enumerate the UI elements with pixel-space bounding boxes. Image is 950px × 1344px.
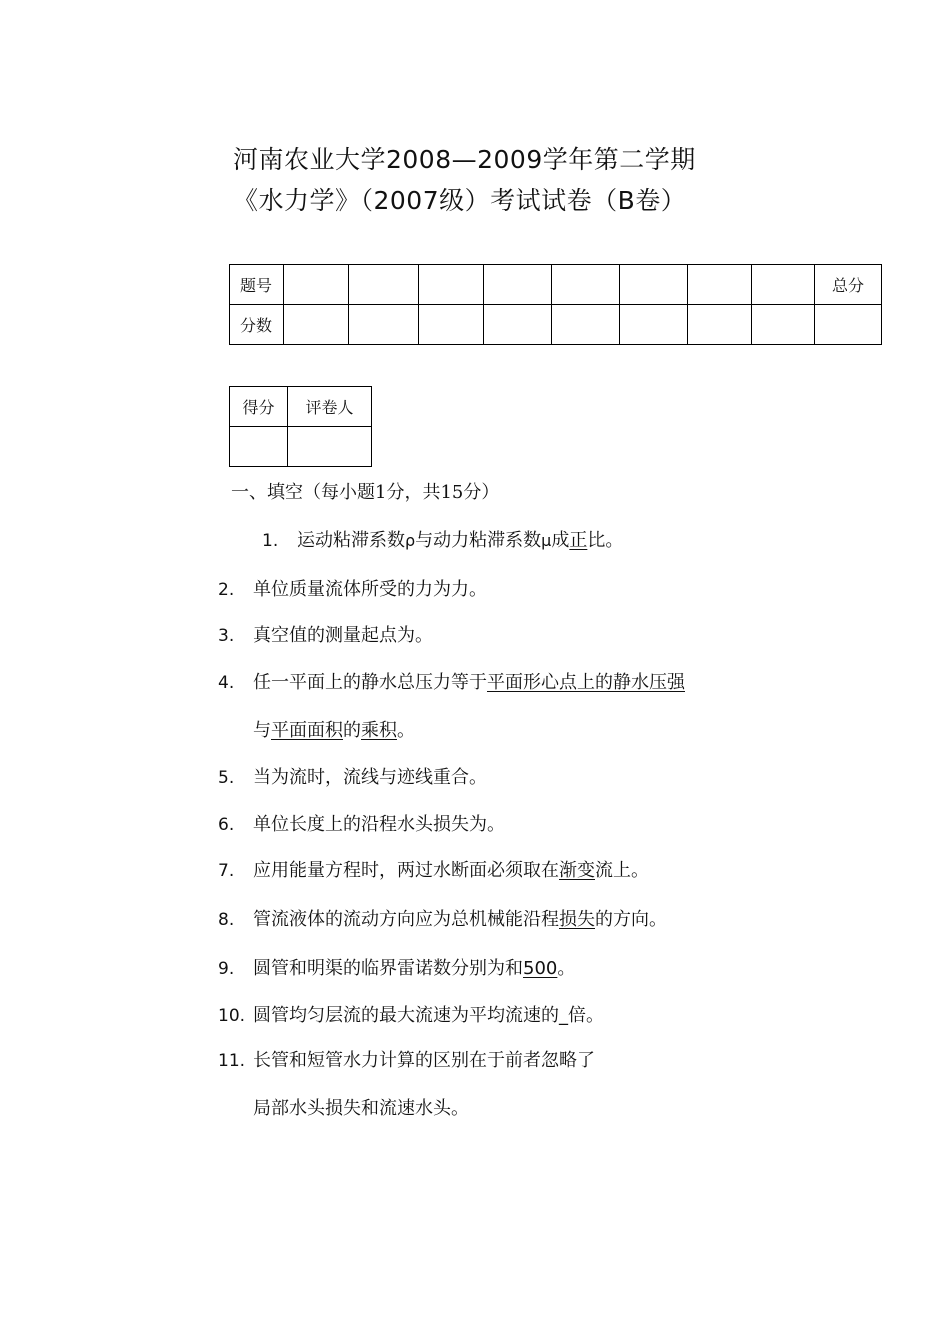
grader-table-row [230, 427, 372, 467]
score-table-label-score: 分数 [230, 305, 284, 345]
question-11-continuation: 局部水头损失和流速水头。 [253, 1098, 469, 1119]
question-text-part: 圆管和明渠的临界雷诺数分别为和 [253, 958, 523, 979]
score-table-cell [484, 305, 552, 345]
question-text-part: 与动力粘滞系数 [415, 530, 542, 551]
score-table-cell [752, 305, 815, 345]
score-table-cell [284, 305, 349, 345]
question-number: 5. [218, 768, 235, 788]
question-number: 10. [218, 1006, 246, 1026]
answer-underlined: 平面面积 [271, 720, 343, 741]
score-table-cell [284, 265, 349, 305]
score-table-cell [688, 305, 752, 345]
question-text-part: 管流液体的流动方向应为总机械能沿程 [253, 909, 559, 930]
question-number: 9. [218, 959, 235, 979]
question-text-part: 与 [253, 720, 271, 741]
question-text-part: 。 [557, 958, 576, 979]
question-text: 真空值的测量起点为。 [253, 625, 433, 646]
score-table-cell [815, 305, 882, 345]
question-number: 6. [218, 815, 235, 835]
question-text-part: 的方向。 [595, 909, 667, 930]
section-heading: 一、填空（每小题1分，共15分） [231, 482, 500, 503]
score-table-cell [552, 305, 620, 345]
answer-underlined: 乘积 [361, 720, 397, 741]
grader-table-cell [288, 427, 372, 467]
question-text-part: 任一平面上的静水总压力等于 [253, 672, 487, 693]
grader-table-cell [230, 427, 288, 467]
page-title-line2: 《水力学》（2007级）考试试卷（B卷） [233, 186, 687, 215]
grader-table [229, 386, 372, 467]
question-text-part: 比。 [587, 530, 624, 551]
answer-underlined: 正 [569, 530, 588, 551]
question-text [253, 859, 649, 883]
question-text: 圆管均匀层流的最大流速为平均流速的_倍。 [253, 1005, 604, 1026]
question-number: 7. [218, 861, 235, 881]
question-text-part: 运动粘滞系数 [297, 530, 405, 551]
score-table-cell [552, 265, 620, 305]
score-table-cell [349, 305, 419, 345]
symbol-rho: ρ [405, 531, 416, 550]
symbol-mu: μ [541, 531, 552, 550]
question-number: 1. [262, 531, 279, 551]
score-table-label-total: 总分 [815, 265, 882, 305]
answer-underlined: 500 [523, 958, 558, 979]
question-text-part: 的 [343, 720, 361, 741]
page-title-line1: 河南农业大学2008—2009学年第二学期 [233, 145, 696, 174]
score-table-cell [620, 265, 688, 305]
grader-table-row [230, 387, 372, 427]
question-text: 单位长度上的沿程水头损失为。 [253, 814, 505, 835]
question-number: 8. [218, 910, 235, 930]
question-text-part: 成 [551, 530, 570, 551]
grader-table-label-score: 得分 [230, 387, 288, 427]
question-text-part: 流上。 [595, 860, 649, 881]
question-text [253, 957, 575, 981]
score-table [229, 264, 882, 345]
question-text-part: 。 [397, 720, 415, 741]
score-table-cell [349, 265, 419, 305]
answer-underlined: 渐变 [559, 860, 595, 881]
question-text [253, 671, 685, 695]
question-number: 11. [218, 1051, 246, 1071]
grader-table-label-grader: 评卷人 [288, 387, 372, 427]
answer-underlined: 平面形心点上的静水压强 [487, 672, 685, 693]
question-text [297, 529, 623, 553]
answer-underlined: 损失 [559, 909, 595, 930]
score-table-label-question: 题号 [230, 265, 284, 305]
score-table-cell [419, 305, 484, 345]
question-text: 长管和短管水力计算的区别在于前者忽略了 [253, 1050, 595, 1071]
score-table-cell [620, 305, 688, 345]
question-number: 4. [218, 673, 235, 693]
question-4-continuation [253, 719, 415, 743]
score-table-cell [419, 265, 484, 305]
score-table-row [230, 265, 882, 305]
question-text: 当为流时，流线与迹线重合。 [253, 767, 487, 788]
score-table-cell [688, 265, 752, 305]
question-number: 2. [218, 580, 235, 600]
question-text: 单位质量流体所受的力为力。 [253, 579, 487, 600]
question-number: 3. [218, 626, 235, 646]
question-text-part: 应用能量方程时，两过水断面必须取在 [253, 860, 559, 881]
score-table-cell [484, 265, 552, 305]
question-text [253, 908, 667, 932]
score-table-cell [752, 265, 815, 305]
score-table-row [230, 305, 882, 345]
